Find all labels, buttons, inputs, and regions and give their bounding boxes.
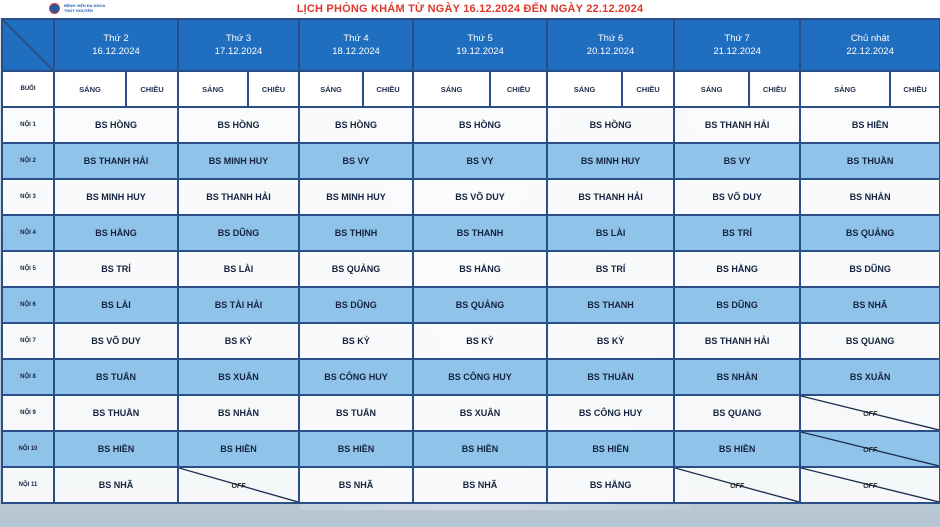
doctor-cell: BS NHÃ bbox=[413, 467, 547, 503]
doctor-cell: BS TÀI HẢI bbox=[178, 287, 299, 323]
doctor-cell: BS HỒNG bbox=[547, 107, 674, 143]
day-date: 16.12.2024 bbox=[92, 46, 140, 57]
doctor-cell: BS QUANG bbox=[674, 395, 800, 431]
off-cell bbox=[800, 431, 940, 467]
doctor-cell: BS HỒNG bbox=[54, 107, 178, 143]
doctor-cell: BS NHÀN bbox=[178, 395, 299, 431]
doctor-cell: BS HẰNG bbox=[674, 251, 800, 287]
doctor-cell: BS TRÍ bbox=[674, 215, 800, 251]
off-label: OFF bbox=[231, 483, 246, 490]
off-label: OFF bbox=[730, 483, 745, 490]
day-date: 17.12.2024 bbox=[214, 46, 263, 57]
table-row bbox=[2, 107, 940, 143]
table-row bbox=[2, 323, 940, 359]
doctor-cell: BS THANH HẢI bbox=[54, 143, 178, 179]
doctor-cell: BS XUÂN bbox=[413, 395, 547, 431]
doctor-cell: BS THANH bbox=[413, 215, 547, 251]
page-title: LỊCH PHÒNG KHÁM TỪ NGÀY 16.12.2024 ĐẾN NGÀY 22.12.2024 bbox=[296, 3, 644, 15]
table-row bbox=[2, 215, 940, 251]
doctor-cell: BS QUẢNG bbox=[413, 287, 547, 323]
day-name: Chủ nhật bbox=[850, 33, 890, 44]
day-date: 22.12.2024 bbox=[846, 46, 894, 57]
morning-label: SÁNG bbox=[54, 71, 126, 107]
day-date: 21.12.2024 bbox=[713, 46, 761, 57]
doctor-cell: BS MINH HUY bbox=[299, 179, 413, 215]
room-label: NỘI 8 bbox=[2, 359, 54, 395]
day-date: 19.12.2024 bbox=[456, 46, 504, 57]
doctor-cell: BS HIỀN bbox=[547, 431, 674, 467]
day-header bbox=[299, 19, 413, 71]
table-row bbox=[2, 395, 940, 431]
doctor-cell: BS CÔNG HUY bbox=[413, 359, 547, 395]
room-label: NỘI 5 bbox=[2, 251, 54, 287]
logo-text-line2: THỦY NGUYÊN bbox=[64, 8, 94, 13]
doctor-cell: BS DŨNG bbox=[800, 251, 940, 287]
corner-cell bbox=[2, 19, 54, 71]
off-label: OFF bbox=[863, 411, 878, 418]
doctor-cell: BS DŨNG bbox=[674, 287, 800, 323]
off-cell bbox=[800, 467, 940, 503]
table-row bbox=[2, 179, 940, 215]
doctor-cell: BS VY bbox=[413, 143, 547, 179]
room-label: NỘI 4 bbox=[2, 215, 54, 251]
table-row bbox=[2, 287, 940, 323]
room-label: NỘI 9 bbox=[2, 395, 54, 431]
day-name: Thứ 6 bbox=[597, 33, 624, 44]
doctor-cell: BS LÀI bbox=[54, 287, 178, 323]
doctor-cell: BS HIỀN bbox=[674, 431, 800, 467]
day-header bbox=[178, 19, 299, 71]
doctor-cell: BS LÀI bbox=[547, 215, 674, 251]
afternoon-label: CHIỀU bbox=[749, 71, 800, 107]
doctor-cell: BS THANH HẢI bbox=[674, 323, 800, 359]
morning-label: SÁNG bbox=[299, 71, 363, 107]
doctor-cell: BS NHÀN bbox=[674, 359, 800, 395]
morning-label: SÁNG bbox=[800, 71, 890, 107]
doctor-cell: BS HẰNG bbox=[547, 467, 674, 503]
table-row bbox=[2, 359, 940, 395]
session-label: BUỔI bbox=[2, 71, 54, 107]
doctor-cell: BS VÕ DUY bbox=[413, 179, 547, 215]
doctor-cell: BS QUẢNG bbox=[299, 251, 413, 287]
afternoon-label: CHIỀU bbox=[622, 71, 674, 107]
doctor-cell: BS VÕ DUY bbox=[54, 323, 178, 359]
doctor-cell: BS NHÃ bbox=[800, 287, 940, 323]
doctor-cell: BS QUẢNG bbox=[800, 215, 940, 251]
table-row bbox=[2, 143, 940, 179]
afternoon-label: CHIỀU bbox=[363, 71, 413, 107]
day-header bbox=[547, 19, 674, 71]
off-label: OFF bbox=[863, 447, 878, 454]
doctor-cell: BS XUÂN bbox=[178, 359, 299, 395]
day-header bbox=[413, 19, 547, 71]
day-name: Thứ 3 bbox=[225, 33, 252, 44]
doctor-cell: BS HIỀN bbox=[178, 431, 299, 467]
doctor-cell: BS DŨNG bbox=[178, 215, 299, 251]
doctor-cell: BS TRÍ bbox=[54, 251, 178, 287]
room-label: NỘI 1 bbox=[2, 107, 54, 143]
afternoon-label: CHIỀU bbox=[248, 71, 299, 107]
off-cell bbox=[674, 467, 800, 503]
doctor-cell: BS NHÃ bbox=[54, 467, 178, 503]
doctor-cell: BS THUẦN bbox=[800, 143, 940, 179]
day-header bbox=[54, 19, 178, 71]
table-row bbox=[2, 251, 940, 287]
doctor-cell: BS QUANG bbox=[800, 323, 940, 359]
doctor-cell: BS MINH HUY bbox=[178, 143, 299, 179]
doctor-cell: BS KỲ bbox=[547, 323, 674, 359]
doctor-cell: BS HỒNG bbox=[299, 107, 413, 143]
doctor-cell: BS VY bbox=[674, 143, 800, 179]
afternoon-label: CHIỀU bbox=[890, 71, 940, 107]
room-label: NỘI 7 bbox=[2, 323, 54, 359]
header-bar bbox=[0, 0, 940, 18]
doctor-cell: BS KỲ bbox=[178, 323, 299, 359]
doctor-cell: BS HỒNG bbox=[413, 107, 547, 143]
doctor-cell: BS THANH HẢI bbox=[178, 179, 299, 215]
room-label: NỘI 10 bbox=[2, 431, 54, 467]
schedule-table bbox=[1, 18, 940, 504]
doctor-cell: BS TRÍ bbox=[547, 251, 674, 287]
room-label: NỘI 6 bbox=[2, 287, 54, 323]
day-name: Thứ 7 bbox=[724, 33, 750, 44]
doctor-cell: BS TUẤN bbox=[54, 359, 178, 395]
morning-label: SÁNG bbox=[178, 71, 248, 107]
doctor-cell: BS MINH HUY bbox=[547, 143, 674, 179]
doctor-cell: BS XUÂN bbox=[800, 359, 940, 395]
afternoon-label: CHIỀU bbox=[126, 71, 178, 107]
table-row bbox=[2, 467, 940, 503]
doctor-cell: BS MINH HUY bbox=[54, 179, 178, 215]
doctor-cell: BS KỲ bbox=[413, 323, 547, 359]
doctor-cell: BS HIỀN bbox=[54, 431, 178, 467]
doctor-cell: BS DŨNG bbox=[299, 287, 413, 323]
off-label: OFF bbox=[863, 483, 878, 490]
logo-text-line1: BỆNH VIỆN ĐA KHOA bbox=[64, 3, 106, 8]
off-cell bbox=[178, 467, 299, 503]
doctor-cell: BS VÕ DUY bbox=[674, 179, 800, 215]
morning-label: SÁNG bbox=[413, 71, 490, 107]
doctor-cell: BS HIỀN bbox=[800, 107, 940, 143]
morning-label: SÁNG bbox=[547, 71, 622, 107]
room-label: NỘI 2 bbox=[2, 143, 54, 179]
room-label: NỘI 3 bbox=[2, 179, 54, 215]
doctor-cell: BS HỒNG bbox=[178, 107, 299, 143]
afternoon-label: CHIỀU bbox=[490, 71, 547, 107]
day-date: 18.12.2024 bbox=[332, 46, 380, 57]
doctor-cell: BS THUẦN bbox=[547, 359, 674, 395]
doctor-cell: BS NHÃ bbox=[299, 467, 413, 503]
doctor-cell: BS NHÀN bbox=[800, 179, 940, 215]
day-date: 20.12.2024 bbox=[586, 46, 635, 57]
day-header bbox=[800, 19, 940, 71]
doctor-cell: BS KỲ bbox=[299, 323, 413, 359]
doctor-cell: BS HẰNG bbox=[413, 251, 547, 287]
doctor-cell: BS VY bbox=[299, 143, 413, 179]
doctor-cell: BS THANH HẢI bbox=[547, 179, 674, 215]
day-name: Thứ 2 bbox=[103, 33, 129, 44]
doctor-cell: BS CÔNG HUY bbox=[299, 359, 413, 395]
doctor-cell: BS THANH HẢI bbox=[674, 107, 800, 143]
morning-label: SÁNG bbox=[674, 71, 749, 107]
doctor-cell: BS CÔNG HUY bbox=[547, 395, 674, 431]
doctor-cell: BS TUẤN bbox=[299, 395, 413, 431]
day-name: Thứ 4 bbox=[343, 33, 369, 44]
off-cell bbox=[800, 395, 940, 431]
table-row bbox=[2, 431, 940, 467]
doctor-cell: BS THỊNH bbox=[299, 215, 413, 251]
doctor-cell: BS HIỀN bbox=[413, 431, 547, 467]
doctor-cell: BS THUẦN bbox=[54, 395, 178, 431]
doctor-cell: BS THANH bbox=[547, 287, 674, 323]
doctor-cell: BS HẰNG bbox=[54, 215, 178, 251]
day-name: Thứ 5 bbox=[467, 33, 493, 44]
day-header bbox=[674, 19, 800, 71]
doctor-cell: BS LÀI bbox=[178, 251, 299, 287]
room-label: NỘI 11 bbox=[2, 467, 54, 503]
doctor-cell: BS HIỀN bbox=[299, 431, 413, 467]
